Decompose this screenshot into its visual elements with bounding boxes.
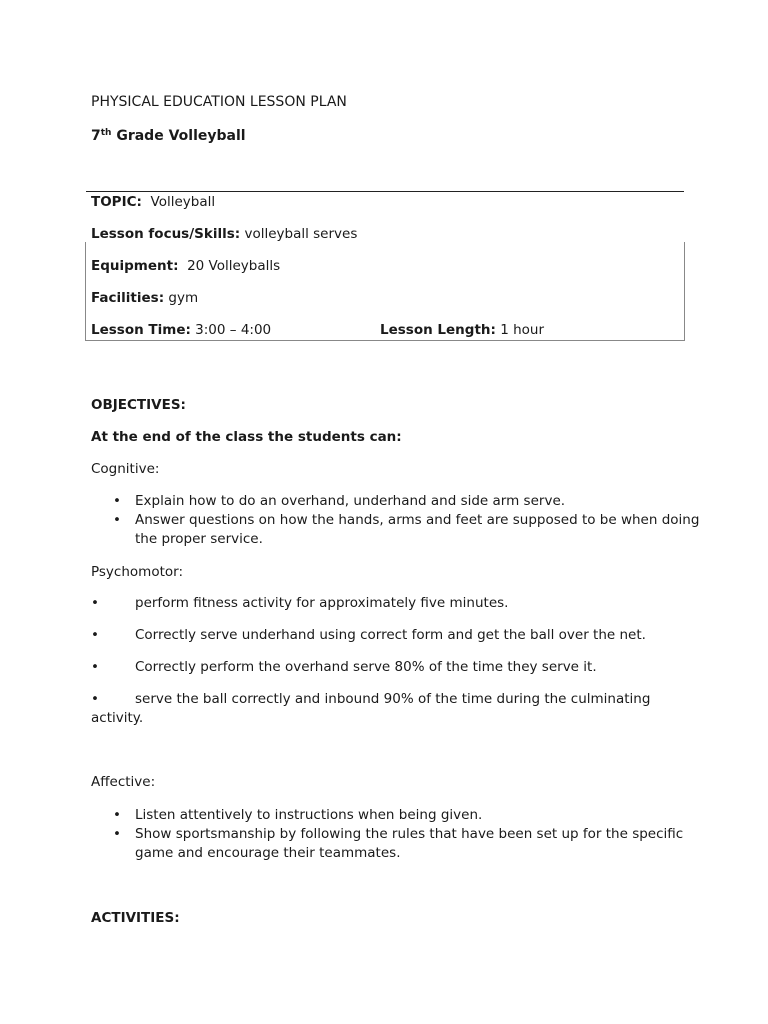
cognitive-list <box>91 492 715 549</box>
topic-value: Volleyball <box>150 194 216 210</box>
focus-row <box>91 225 357 244</box>
objectives-heading: OBJECTIVES: <box>91 397 186 413</box>
lesson-time-value: 3:00 – 4:00 <box>195 322 272 338</box>
cognitive-item-text: Answer questions on how the hands, arms and feet are supposed to be when doing the proper service. <box>135 512 700 547</box>
grade-subtitle <box>91 127 246 146</box>
activities-heading: ACTIVITIES: <box>91 910 180 926</box>
bullet-icon: • <box>91 659 99 675</box>
cognitive-item-text: Explain how to do an overhand, underhand and side arm serve. <box>135 493 566 509</box>
cognitive-label: Cognitive: <box>91 461 160 477</box>
equipment-label: Equipment: <box>91 258 179 274</box>
focus-label: Lesson focus/Skills: <box>91 226 241 242</box>
bullet-icon: • <box>91 595 99 611</box>
lesson-length-value: 1 hour <box>500 322 545 338</box>
psychomotor-label: Psychomotor: <box>91 564 183 580</box>
equipment-row <box>91 257 280 276</box>
list-item <box>91 626 681 645</box>
list-item <box>91 825 715 863</box>
bullet-icon: • <box>113 493 121 509</box>
bullet-icon: • <box>113 512 121 528</box>
grade-rest: Grade Volleyball <box>111 128 246 144</box>
list-item <box>91 690 681 728</box>
bullet-icon: • <box>91 691 99 707</box>
affective-item-text: Listen attentively to instructions when being given. <box>135 807 483 823</box>
lesson-length-label: Lesson Length: <box>380 322 496 338</box>
equipment-value: 20 Volleyballs <box>187 258 281 274</box>
list-item <box>91 511 715 549</box>
bullet-icon: • <box>113 807 121 823</box>
lesson-time-row <box>91 321 271 340</box>
psychomotor-item-text: Correctly serve underhand using correct form and get the ball over the net. <box>135 627 646 643</box>
list-item <box>91 492 715 511</box>
facilities-value: gym <box>168 290 199 306</box>
info-top-rule <box>86 191 684 192</box>
objectives-intro: At the end of the class the students can: <box>91 429 402 445</box>
affective-item-text: Show sportsmanship by following the rules that have been set up for the specific game and encourage their teammates. <box>135 826 684 861</box>
grade-number: 7 <box>91 128 101 144</box>
bullet-icon: • <box>91 627 99 643</box>
affective-list <box>91 806 715 863</box>
lesson-length-row <box>380 321 544 340</box>
list-item <box>91 806 715 825</box>
grade-suffix: th <box>100 128 112 138</box>
focus-value: volleyball serves <box>244 226 358 242</box>
psychomotor-item-text: Correctly perform the overhand serve 80% of the time they serve it. <box>135 659 597 675</box>
topic-row <box>91 193 215 212</box>
facilities-label: Facilities: <box>91 290 165 306</box>
affective-label: Affective: <box>91 774 156 790</box>
bullet-icon: • <box>113 826 121 842</box>
document-title: PHYSICAL EDUCATION LESSON PLAN <box>91 94 347 110</box>
lesson-time-label: Lesson Time: <box>91 322 191 338</box>
psychomotor-item-text: serve the ball correctly and inbound 90% of the time during the culminating activity. <box>91 691 651 726</box>
facilities-row <box>91 289 198 308</box>
psychomotor-item-text: perform fitness activity for approximately five minutes. <box>135 595 509 611</box>
list-item <box>91 658 681 677</box>
list-item <box>91 594 681 613</box>
topic-label: TOPIC: <box>91 194 142 210</box>
